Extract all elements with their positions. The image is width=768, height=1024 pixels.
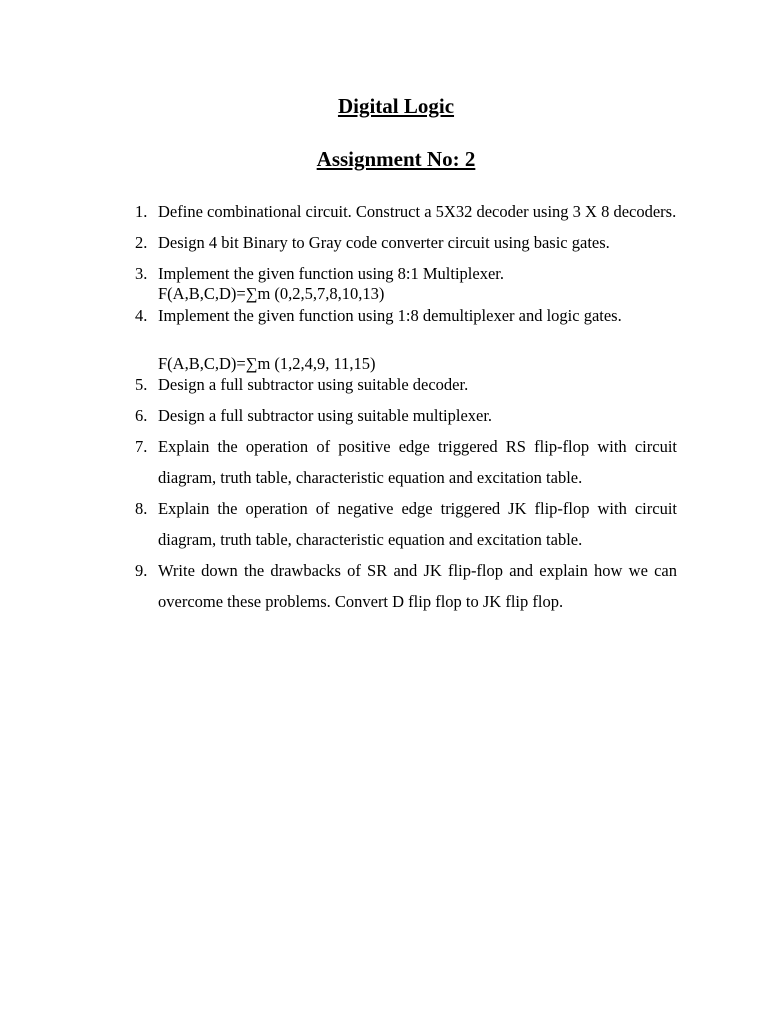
- question-number: 8.: [135, 499, 148, 518]
- question-number: 5.: [135, 375, 148, 394]
- question-text: Design a full subtractor using suitable multiplexer.: [158, 406, 493, 425]
- question-text: Implement the given function using 1:8 demultiplexer and logic gates.: [158, 306, 622, 325]
- document-title: Digital Logic: [337, 94, 455, 118]
- question-item: [135, 555, 677, 617]
- question-item: [135, 305, 677, 374]
- question-number: 6.: [135, 406, 148, 425]
- question-text: Design a full subtractor using suitable decoder.: [158, 375, 469, 394]
- question-item: [135, 263, 677, 303]
- question-text: Explain the operation of positive edge triggered RS flip-flop with circuit diagram, truth table, characteristic equation and excitation table.: [158, 437, 677, 487]
- question-number: 3.: [135, 264, 148, 283]
- question-number: 9.: [135, 561, 148, 580]
- question-item: [135, 196, 677, 227]
- question-text: Explain the operation of negative edge triggered JK flip-flop with circuit diagram, truth table, characteristic equation and excitation table.: [158, 499, 677, 549]
- question-item: [135, 369, 677, 400]
- assignment-heading: Assignment No: 2: [316, 147, 476, 171]
- question-number: 2.: [135, 233, 148, 252]
- question-item: [135, 227, 677, 258]
- question-item: [135, 431, 677, 493]
- question-text: Define combinational circuit. Construct a 5X32 decoder using 3 X 8 decoders.: [158, 202, 677, 221]
- question-formula: F(A,B,C,D)=∑m (0,2,5,7,8,10,13): [158, 284, 385, 303]
- question-text: Write down the drawbacks of SR and JK flip-flop and explain how we can overcome these problems. Convert D flip flop to JK flip flop.: [158, 561, 677, 611]
- question-number: 4.: [135, 306, 148, 325]
- question-item: [135, 493, 677, 555]
- question-item: [135, 400, 677, 431]
- question-list: [135, 196, 677, 617]
- question-text: Implement the given function using 8:1 Multiplexer.: [158, 264, 504, 283]
- question-text: Design 4 bit Binary to Gray code converter circuit using basic gates.: [158, 233, 610, 252]
- question-number: 1.: [135, 202, 148, 221]
- question-number: 7.: [135, 437, 148, 456]
- question-formula: F(A,B,C,D)=∑m (1,2,4,9, 11,15): [158, 354, 376, 373]
